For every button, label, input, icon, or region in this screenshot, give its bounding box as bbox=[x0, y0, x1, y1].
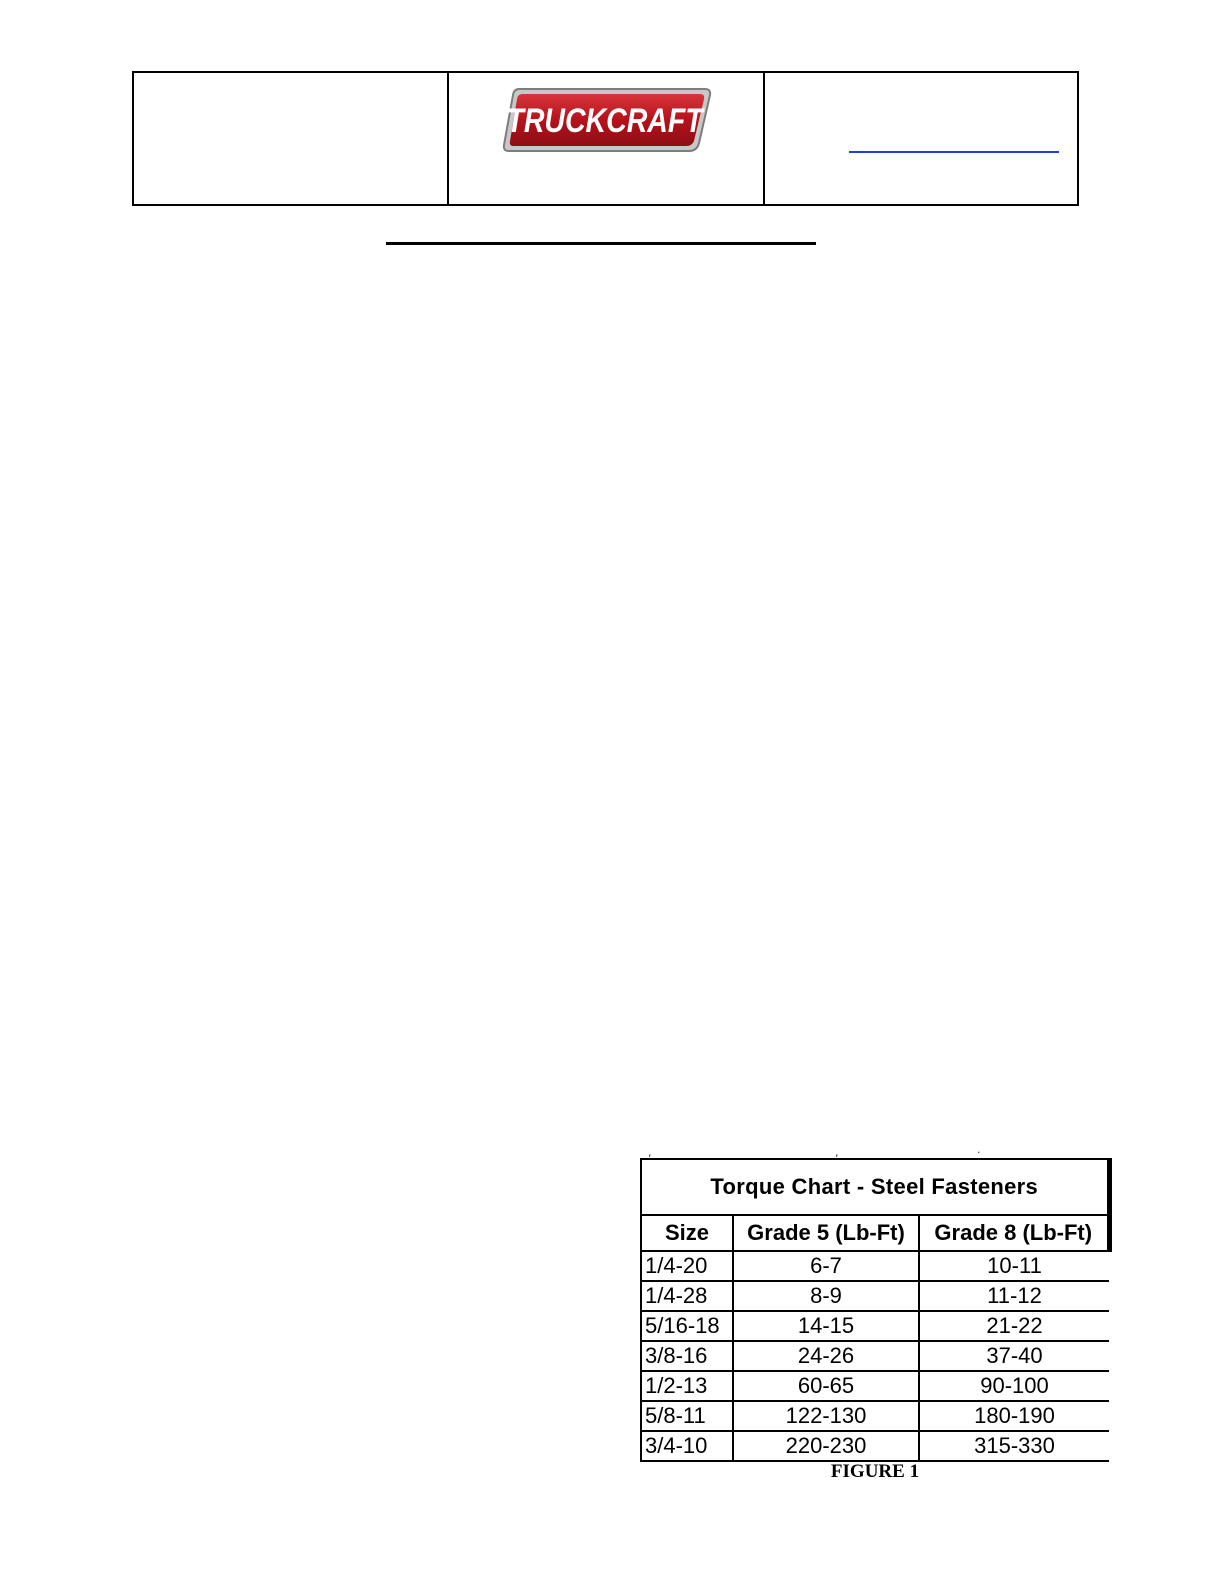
cell-grade5: 122-130 bbox=[733, 1401, 919, 1431]
header-cell-logo bbox=[449, 73, 765, 204]
cell-grade5: 60-65 bbox=[733, 1371, 919, 1401]
svg-text:TRUCKCRAFT: TRUCKCRAFT bbox=[506, 100, 703, 140]
cell-grade8: 180-190 bbox=[919, 1401, 1109, 1431]
column-header-grade8: Grade 8 (Lb-Ft) bbox=[919, 1215, 1109, 1251]
cell-grade5: 220-230 bbox=[733, 1431, 919, 1461]
title-underline bbox=[386, 242, 816, 245]
cell-grade5: 24-26 bbox=[733, 1341, 919, 1371]
column-header-grade5: Grade 5 (Lb-Ft) bbox=[733, 1215, 919, 1251]
cell-grade5: 14-15 bbox=[733, 1311, 919, 1341]
table-row bbox=[641, 1251, 1109, 1281]
header-cell-right bbox=[765, 73, 1077, 204]
cell-size: 3/8-16 bbox=[641, 1341, 733, 1371]
cell-size: 3/4-10 bbox=[641, 1431, 733, 1461]
table-row bbox=[641, 1311, 1109, 1341]
table-row bbox=[641, 1371, 1109, 1401]
cell-size: 5/8-11 bbox=[641, 1401, 733, 1431]
torque-table bbox=[640, 1158, 1112, 1462]
cell-grade8: 11-12 bbox=[919, 1281, 1109, 1311]
truckcraft-logo bbox=[501, 85, 713, 155]
cell-grade8: 90-100 bbox=[919, 1371, 1109, 1401]
table-row bbox=[641, 1431, 1109, 1461]
header-table bbox=[132, 71, 1079, 206]
cell-grade8: 37-40 bbox=[919, 1341, 1109, 1371]
table-row bbox=[641, 1401, 1109, 1431]
cell-size: 5/16-18 bbox=[641, 1311, 733, 1341]
logo-icon bbox=[501, 85, 713, 155]
figure-caption: FIGURE 1 bbox=[830, 1461, 920, 1482]
table-row bbox=[641, 1281, 1109, 1311]
header-link-underline[interactable] bbox=[849, 151, 1059, 153]
cell-grade5: 8-9 bbox=[733, 1281, 919, 1311]
header-cell-left bbox=[134, 73, 449, 204]
cropped-mark: , bbox=[648, 1146, 652, 1159]
cropped-marks-row bbox=[630, 1148, 1120, 1158]
torque-table-title: Torque Chart - Steel Fasteners bbox=[641, 1159, 1109, 1215]
table-row bbox=[641, 1341, 1109, 1371]
column-header-size: Size bbox=[641, 1215, 733, 1251]
cell-grade8: 315-330 bbox=[919, 1431, 1109, 1461]
cell-grade8: 10-11 bbox=[919, 1251, 1109, 1281]
cell-grade5: 6-7 bbox=[733, 1251, 919, 1281]
cell-size: 1/4-28 bbox=[641, 1281, 733, 1311]
cell-size: 1/4-20 bbox=[641, 1251, 733, 1281]
cell-grade8: 21-22 bbox=[919, 1311, 1109, 1341]
cropped-mark: · bbox=[977, 1146, 981, 1159]
cell-size: 1/2-13 bbox=[641, 1371, 733, 1401]
cropped-mark: , bbox=[835, 1146, 839, 1159]
torque-chart-figure bbox=[630, 1146, 1120, 1482]
